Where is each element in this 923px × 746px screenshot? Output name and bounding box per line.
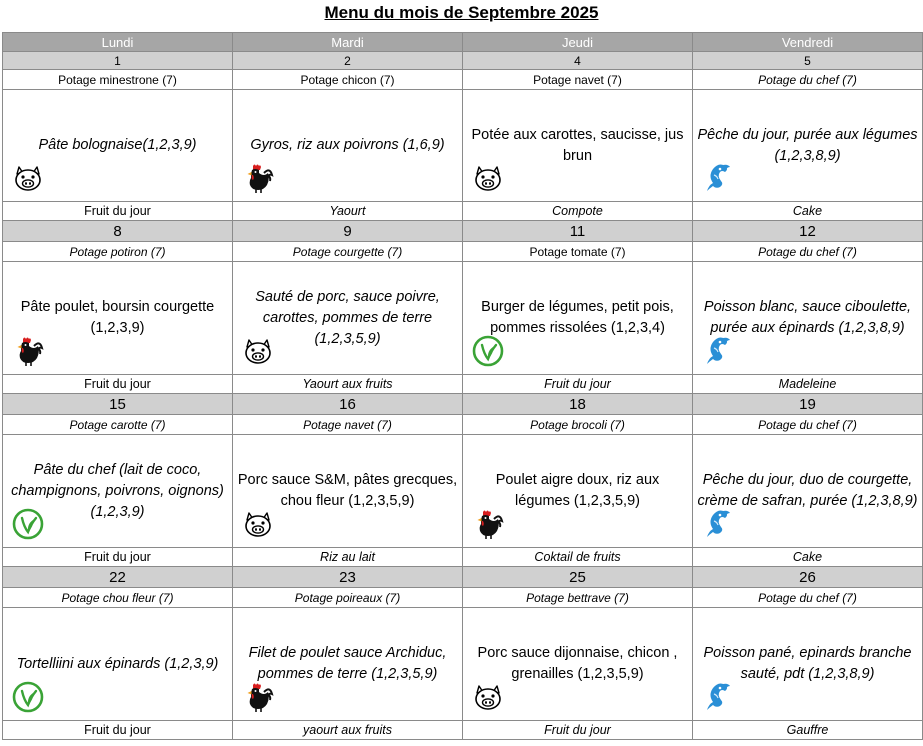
date-cell: 23 <box>233 567 463 588</box>
rooster-icon <box>241 680 275 714</box>
dessert-cell: Coktail de fruits <box>463 548 693 567</box>
weekday-header: Lundi <box>3 33 233 52</box>
weekday-header: Jeudi <box>463 33 693 52</box>
pig-icon <box>471 161 505 195</box>
dessert-cell: Yaourt aux fruits <box>233 375 463 394</box>
main-dish-row <box>3 608 923 721</box>
soup-cell: Potage brocoli (7) <box>463 415 693 435</box>
main-dish-label: Pâte bolognaise(1,2,3,9) <box>38 137 197 153</box>
dessert-cell: Fruit du jour <box>3 721 233 740</box>
dessert-row <box>3 548 923 567</box>
date-cell: 12 <box>693 221 923 242</box>
date-cell: 2 <box>233 52 463 70</box>
main-dish-cell <box>463 262 693 375</box>
main-dish-cell <box>233 262 463 375</box>
dessert-cell: Fruit du jour <box>3 548 233 567</box>
soup-cell: Potage carotte (7) <box>3 415 233 435</box>
date-cell: 25 <box>463 567 693 588</box>
main-dish-label: Poulet aigre doux, riz aux légumes (1,2,3,5,9) <box>495 472 660 509</box>
soup-row <box>3 242 923 262</box>
dessert-cell: Yaourt <box>233 202 463 221</box>
fish-icon <box>701 334 735 368</box>
main-dish-cell <box>233 90 463 202</box>
date-cell: 9 <box>233 221 463 242</box>
main-dish-cell <box>463 435 693 548</box>
dessert-cell: Fruit du jour <box>3 375 233 394</box>
date-cell: 19 <box>693 394 923 415</box>
main-dish-label: Pêche du jour, duo de courgette, crème de safran, purée (1,2,3,8,9) <box>697 472 918 509</box>
main-dish-cell <box>463 608 693 721</box>
main-dish-label: Porc sauce dijonnaise, chicon , grenailles (1,2,3,5,9) <box>477 645 678 682</box>
date-row <box>3 394 923 415</box>
menu-table-body <box>3 33 923 740</box>
main-dish-cell <box>3 608 233 721</box>
main-dish-label: Gyros, riz aux poivrons (1,6,9) <box>250 137 445 153</box>
main-dish-row <box>3 262 923 375</box>
fish-icon <box>701 161 735 195</box>
weekday-header: Mardi <box>233 33 463 52</box>
vegetarian-icon <box>471 334 505 368</box>
main-dish-cell <box>463 90 693 202</box>
date-cell: 26 <box>693 567 923 588</box>
dessert-row <box>3 202 923 221</box>
soup-row <box>3 415 923 435</box>
date-cell: 22 <box>3 567 233 588</box>
pig-icon <box>11 161 45 195</box>
main-dish-label: Poisson pané, epinards branche sauté, pdt (1,2,3,8,9) <box>703 645 912 682</box>
dessert-row <box>3 721 923 740</box>
date-cell: 5 <box>693 52 923 70</box>
soup-cell: Potage potiron (7) <box>3 242 233 262</box>
date-cell: 18 <box>463 394 693 415</box>
soup-cell: Potage navet (7) <box>463 70 693 90</box>
soup-cell: Potage bettrave (7) <box>463 588 693 608</box>
main-dish-label: Potée aux carottes, saucisse, jus brun <box>471 126 684 164</box>
rooster-icon <box>471 507 505 541</box>
main-dish-cell <box>693 90 923 202</box>
main-dish-label: Tortelliini aux épinards (1,2,3,9) <box>16 655 219 672</box>
date-cell: 11 <box>463 221 693 242</box>
soup-row <box>3 588 923 608</box>
soup-cell: Potage poireaux (7) <box>233 588 463 608</box>
soup-cell: Potage chou fleur (7) <box>3 588 233 608</box>
soup-cell: Potage du chef (7) <box>693 415 923 435</box>
main-dish-label: Pêche du jour, purée aux légumes (1,2,3,8,9) <box>697 126 918 164</box>
dessert-cell: Fruit du jour <box>3 202 233 221</box>
pig-icon <box>241 334 275 368</box>
main-dish-row <box>3 435 923 548</box>
dessert-cell: Cake <box>693 548 923 567</box>
main-dish-row <box>3 90 923 202</box>
rooster-icon <box>241 161 275 195</box>
fish-icon <box>701 680 735 714</box>
soup-cell: Potage du chef (7) <box>693 588 923 608</box>
weekday-header-row <box>3 33 923 52</box>
pig-icon <box>471 680 505 714</box>
main-dish-label: Pâte poulet, boursin courgette (1,2,3,9) <box>20 299 215 336</box>
soup-cell: Potage du chef (7) <box>693 242 923 262</box>
date-cell: 8 <box>3 221 233 242</box>
dessert-cell: Riz au lait <box>233 548 463 567</box>
main-dish-cell <box>233 435 463 548</box>
soup-cell: Potage du chef (7) <box>693 70 923 90</box>
fish-icon <box>701 507 735 541</box>
page-title: Menu du mois de Septembre 2025 <box>324 3 599 22</box>
date-row <box>3 52 923 70</box>
date-row <box>3 567 923 588</box>
dessert-cell: Cake <box>693 202 923 221</box>
main-dish-label: Burger de légumes, petit pois, pommes rissolées (1,2,3,4) <box>481 299 674 336</box>
main-dish-label: Poisson blanc, sauce ciboulette, purée aux épinards (1,2,3,8,9) <box>703 299 912 336</box>
main-dish-label: Sauté de porc, sauce poivre, carottes, pommes de terre (1,2,3,5,9) <box>255 288 440 347</box>
main-dish-cell <box>693 262 923 375</box>
soup-cell: Potage minestrone (7) <box>3 70 233 90</box>
vegetarian-icon <box>11 680 45 714</box>
main-dish-cell <box>3 262 233 375</box>
rooster-icon <box>11 334 45 368</box>
dessert-cell: yaourt aux fruits <box>233 721 463 740</box>
soup-cell: Potage navet (7) <box>233 415 463 435</box>
date-cell: 4 <box>463 52 693 70</box>
soup-cell: Potage courgette (7) <box>233 242 463 262</box>
dessert-cell: Fruit du jour <box>463 721 693 740</box>
main-dish-cell <box>693 435 923 548</box>
date-row <box>3 221 923 242</box>
dessert-row <box>3 375 923 394</box>
soup-cell: Potage tomate (7) <box>463 242 693 262</box>
dessert-cell: Gauffre <box>693 721 923 740</box>
main-dish-cell <box>693 608 923 721</box>
weekday-header: Vendredi <box>693 33 923 52</box>
main-dish-label: Pâte du chef (lait de coco, champignons, poivrons, oignons) (1,2,3,9) <box>11 461 224 520</box>
soup-cell: Potage chicon (7) <box>233 70 463 90</box>
pig-icon <box>241 507 275 541</box>
date-cell: 1 <box>3 52 233 70</box>
date-cell: 16 <box>233 394 463 415</box>
dessert-cell: Madeleine <box>693 375 923 394</box>
menu-table <box>2 32 923 740</box>
main-dish-cell <box>3 90 233 202</box>
dessert-cell: Fruit du jour <box>463 375 693 394</box>
main-dish-label: Filet de poulet sauce Archiduc, pommes de terre (1,2,3,5,9) <box>248 645 447 682</box>
main-dish-cell <box>233 608 463 721</box>
main-dish-cell <box>3 435 233 548</box>
date-cell: 15 <box>3 394 233 415</box>
main-dish-label: Porc sauce S&M, pâtes grecques, chou fleur (1,2,3,5,9) <box>237 472 458 509</box>
vegetarian-icon <box>11 507 45 541</box>
dessert-cell: Compote <box>463 202 693 221</box>
soup-row <box>3 70 923 90</box>
